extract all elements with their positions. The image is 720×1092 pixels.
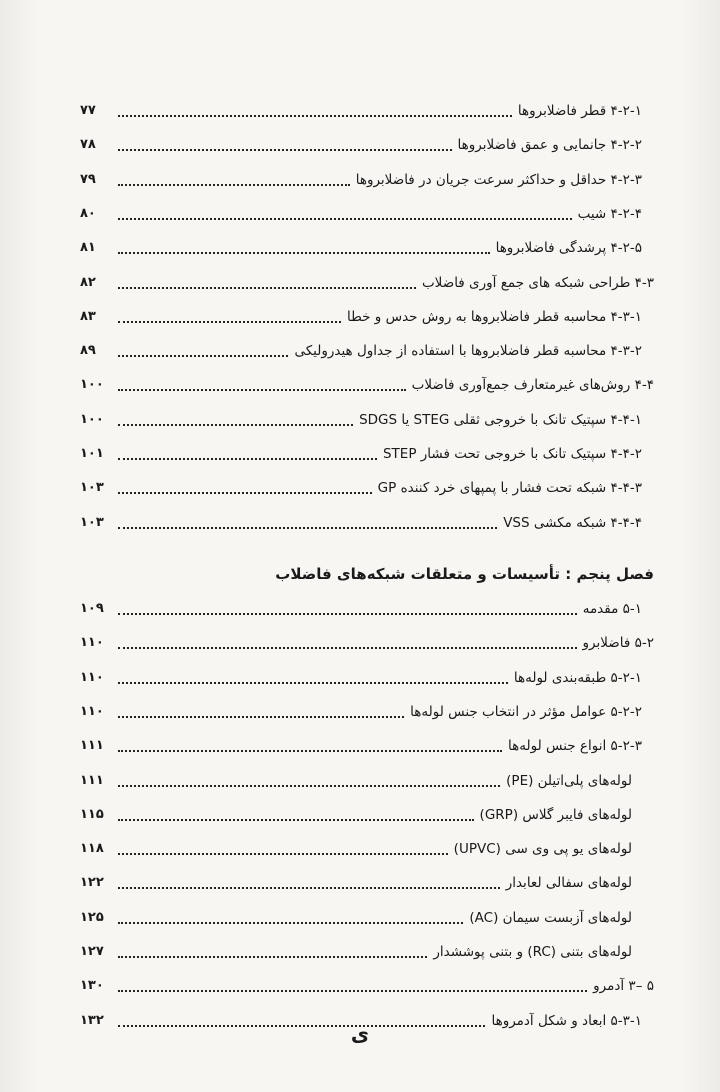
dot-leader bbox=[118, 647, 577, 649]
toc-entry-title: ۵-۲-۱ طبقه‌بندی لوله‌ها bbox=[513, 669, 642, 686]
toc-entry-title: ۴-۲-۳ حداقل و حداکثر سرعت جریان در فاضلابروها bbox=[355, 171, 642, 188]
toc-entry bbox=[80, 401, 654, 431]
toc-entry bbox=[80, 830, 654, 860]
dot-leader bbox=[118, 956, 427, 958]
dot-leader bbox=[118, 149, 452, 151]
toc-entry-page: ۱۲۷ bbox=[80, 944, 104, 959]
dot-leader bbox=[118, 716, 404, 718]
toc-entry-title: ۴-۲-۱ قطر فاضلابروها bbox=[517, 103, 642, 119]
toc-entry bbox=[80, 195, 654, 225]
dot-leader bbox=[118, 527, 497, 529]
toc-entry bbox=[80, 864, 654, 894]
toc-entry-title: ۵ –۳ آدمرو bbox=[593, 978, 654, 995]
toc-entry-title: ۵-۳-۱ ابعاد و شکل آدمروها bbox=[491, 1012, 642, 1029]
toc-entry-title: ۴-۴-۱ سپتیک تانک با خروجی ثقلی STEG یا SDGS bbox=[359, 411, 642, 428]
dot-leader bbox=[118, 750, 502, 752]
toc-entry-page: ۱۱۰ bbox=[80, 635, 104, 651]
toc-entry bbox=[80, 92, 654, 122]
dot-leader bbox=[118, 613, 577, 615]
toc-entry bbox=[80, 624, 654, 654]
page-number: ی bbox=[350, 1022, 370, 1046]
toc-entry bbox=[80, 126, 654, 156]
toc-entry bbox=[80, 332, 654, 362]
toc-entry-page: ۱۱۱ bbox=[80, 772, 104, 788]
toc-entry-title: ۴-۴-۳ شبکه تحت فشار با پمپهای خرد کننده GP bbox=[377, 480, 642, 497]
toc-entry bbox=[80, 762, 654, 792]
dot-leader bbox=[118, 492, 372, 494]
dot-leader bbox=[118, 424, 353, 426]
toc-entry bbox=[80, 693, 654, 723]
toc-entry bbox=[80, 161, 654, 191]
toc-entry-page: ۷۹ bbox=[80, 171, 96, 187]
toc-entry bbox=[80, 933, 654, 963]
toc-entry-title: ۴-۳-۲ محاسبه قطر فاضلابروها با استفاده از جداول هیدرولیکی bbox=[294, 343, 642, 360]
dot-leader bbox=[118, 887, 500, 889]
toc-entry bbox=[80, 727, 654, 757]
toc-entry bbox=[80, 298, 654, 328]
toc-entry-title: لوله‌های آزبست سیمان (AC) bbox=[469, 909, 632, 926]
dot-leader bbox=[118, 990, 587, 992]
dot-leader bbox=[118, 682, 508, 684]
chapter-heading: فصل پنجم : تأسیسات و متعلقات شبکه‌های فاضلاب bbox=[275, 565, 654, 583]
toc-entry-page: ۸۳ bbox=[80, 308, 96, 324]
toc-entry bbox=[80, 366, 654, 396]
toc-entry-page: ۱۱۰ bbox=[80, 703, 104, 719]
dot-leader bbox=[118, 321, 341, 323]
toc-entry-title: ۵-۲ فاضلابرو bbox=[582, 635, 654, 652]
toc-entry-page: ۱۲۵ bbox=[80, 909, 104, 925]
toc-entry-page: ۱۳۲ bbox=[80, 1012, 104, 1028]
toc-entry bbox=[80, 899, 654, 929]
toc-entry-page: ۱۳۰ bbox=[80, 978, 104, 994]
toc-entry bbox=[80, 796, 654, 826]
toc-entry-page: ۸۹ bbox=[80, 343, 96, 359]
toc-entry-title: لوله‌های یو پی وی سی (UPVC) bbox=[453, 841, 632, 858]
toc-entry-page: ۷۷ bbox=[80, 103, 96, 118]
toc-entry-page: ۱۰۱ bbox=[80, 446, 104, 461]
dot-leader bbox=[118, 853, 448, 855]
dot-leader bbox=[118, 115, 512, 117]
toc-entry-page: ۱۱۰ bbox=[80, 669, 104, 685]
toc-entry bbox=[80, 469, 654, 499]
dot-leader bbox=[118, 785, 500, 787]
toc-entry-page: ۱۲۲ bbox=[80, 875, 104, 891]
toc-entry-title: ۴-۲-۲ جانمایی و عمق فاضلابروها bbox=[457, 137, 642, 154]
toc-entry-page: ۱۱۸ bbox=[80, 841, 104, 857]
toc-entry-page: ۱۰۹ bbox=[80, 601, 104, 616]
toc-entry-title: لوله‌های سفالی لعابدار bbox=[505, 875, 632, 892]
toc-entry-title: ۵-۲-۲ عوامل مؤثر در انتخاب جنس لوله‌ها bbox=[410, 703, 642, 720]
toc-entry-title: لوله‌های بتنی (RC) و بتنی پوششدار bbox=[433, 944, 632, 960]
toc-entry-page: ۱۰۳ bbox=[80, 480, 104, 496]
dot-leader bbox=[118, 389, 406, 391]
toc-entry-page: ۱۱۱ bbox=[80, 738, 104, 754]
dot-leader bbox=[118, 184, 350, 186]
toc-entry-page: ۸۰ bbox=[80, 205, 96, 221]
toc-entry-title: ۴-۲-۵ پرشدگی فاضلابروها bbox=[495, 240, 642, 257]
toc-entry-title: لوله‌های پلی‌اتیلن (PE) bbox=[506, 772, 632, 789]
toc-entry-title: ۴-۳ طراحی شبکه های جمع آوری فاضلاب bbox=[421, 274, 654, 291]
toc-entry bbox=[80, 967, 654, 997]
toc-entry bbox=[80, 659, 654, 689]
dot-leader bbox=[118, 819, 474, 821]
toc-entry-page: ۱۰۰ bbox=[80, 377, 104, 393]
toc-entry-page: ۸۲ bbox=[80, 274, 96, 290]
dot-leader bbox=[118, 355, 288, 357]
dot-leader bbox=[118, 922, 463, 924]
dot-leader bbox=[118, 458, 377, 460]
toc-entry bbox=[80, 504, 654, 534]
dot-leader bbox=[118, 287, 416, 289]
toc-entry bbox=[80, 264, 654, 294]
toc-entry-title: ۵-۲-۳ انواع جنس لوله‌ها bbox=[508, 738, 642, 755]
toc-entry-page: ۱۰۳ bbox=[80, 514, 104, 530]
dot-leader bbox=[118, 1025, 485, 1027]
toc-entry-page: ۱۱۵ bbox=[80, 806, 104, 822]
toc-entry-title: ۴-۴-۴ شبکه مکشی VSS bbox=[503, 514, 642, 531]
toc-entry-title: ۴-۴-۲ سپتیک تانک با خروجی تحت فشار STEP bbox=[382, 446, 642, 462]
toc-entry-title: ۴-۳-۱ محاسبه قطر فاضلابروها به روش حدس و خطا bbox=[346, 308, 642, 325]
toc-entry-title: لوله‌های فایبر گلاس (GRP) bbox=[479, 806, 632, 823]
toc-entry-title: ۴-۲-۴ شیب bbox=[577, 205, 642, 222]
toc-entry bbox=[80, 229, 654, 259]
toc-entry bbox=[80, 435, 654, 465]
dot-leader bbox=[118, 218, 572, 220]
toc-entry-title: ۴-۴ روش‌های غیرمتعارف جمع‌آوری فاضلاب bbox=[411, 377, 654, 394]
toc-entry bbox=[80, 590, 654, 620]
toc-entry-title: ۵-۱ مقدمه bbox=[582, 601, 642, 617]
toc-entry-page: ۱۰۰ bbox=[80, 411, 104, 427]
toc-entry-page: ۷۸ bbox=[80, 137, 96, 153]
toc-entry-page: ۸۱ bbox=[80, 240, 96, 256]
dot-leader bbox=[118, 252, 490, 254]
